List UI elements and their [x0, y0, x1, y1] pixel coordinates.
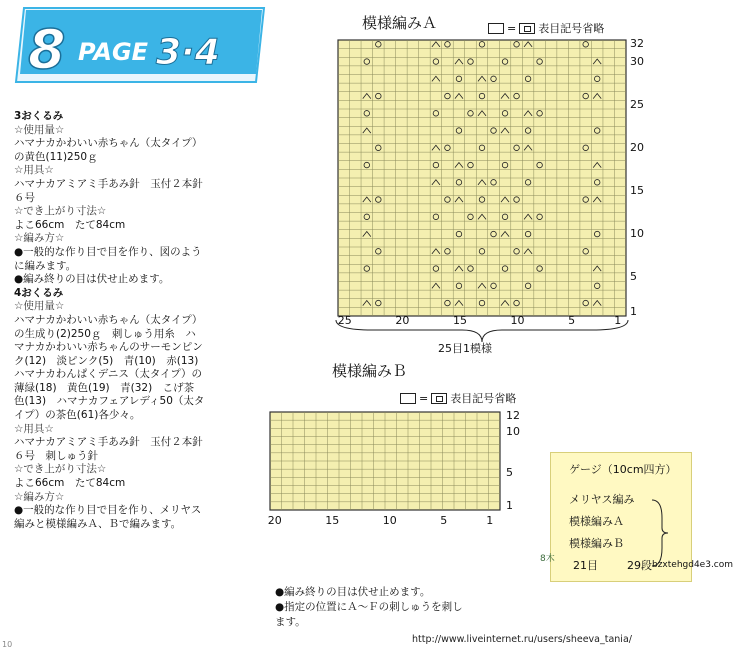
badge-number: 8: [28, 18, 66, 81]
chart-b-y-axis: [504, 409, 526, 516]
watermark-text: bzxtehgd4e3.com: [652, 560, 733, 570]
gauge-stitches: 21目: [573, 559, 598, 572]
chart-a-grid: [338, 40, 628, 318]
purl-symbol-icon: [488, 23, 504, 34]
instruction-line: 編みと模様編みＡ、Ｂで編みます。: [14, 517, 182, 530]
instruction-line: ６号 刺しゅう針: [14, 449, 98, 462]
chart-b-grid: [270, 412, 502, 512]
chart-a-legend: = 表目記号省略: [488, 20, 604, 36]
instruction-line: の黄色(11)250ｇ: [14, 150, 98, 163]
badge-page-word: PAGE: [78, 38, 149, 66]
instruction-line: ☆用具☆: [14, 164, 54, 177]
axis-tick-label: 25: [630, 97, 644, 111]
knit-symbol-icon: [519, 23, 535, 34]
instruction-line: ☆編み方☆: [14, 232, 65, 245]
axis-tick-label: 5: [440, 514, 448, 527]
axis-tick-label: 32: [630, 37, 644, 51]
site-logo: 8木: [540, 554, 555, 564]
axis-tick-label: 5: [568, 314, 576, 327]
instruction-line: ☆用具☆: [14, 422, 54, 435]
axis-tick-label: 10: [510, 314, 525, 327]
instruction-line: 薄緑(18) 黄色(19) 青(32) こげ茶: [14, 381, 195, 394]
axis-tick-label: 20: [395, 314, 410, 327]
gauge-bracket: [650, 498, 670, 568]
chart-b-x-axis: [262, 514, 512, 530]
chart-b-legend: = 表目記号省略: [400, 390, 516, 406]
gauge-line-3: 模様編みＢ: [569, 537, 624, 550]
chart-b-legend-text: 表目記号省略: [450, 392, 517, 405]
instruction-line: 3おくるみ: [14, 110, 64, 122]
notes: [275, 585, 463, 630]
instruction-line: ６号: [14, 191, 35, 204]
instruction-line: ☆使用量☆: [14, 123, 65, 136]
page-badge: [14, 6, 264, 84]
axis-tick-label: 20: [630, 140, 644, 154]
instruction-line: イプ）の茶色(61)各少々。: [14, 409, 141, 422]
gauge-line-1: メリヤス編み: [569, 493, 635, 506]
axis-tick-label: 1: [614, 314, 622, 327]
axis-tick-label: 1: [506, 498, 513, 512]
instruction-line: ●一般的な作り目で目を作り、メリヤス: [14, 504, 202, 517]
axis-tick-label: 5: [506, 466, 513, 480]
axis-tick-label: 1: [630, 304, 637, 318]
instruction-line: ハマナカわんぱくデニス（太タイプ）の: [14, 368, 202, 381]
gauge-rows: 29段: [627, 559, 652, 572]
axis-tick-label: 10: [630, 227, 644, 241]
instruction-line: に編みます。: [14, 259, 77, 272]
instructions-column: [14, 110, 284, 531]
axis-tick-label: 12: [506, 409, 520, 423]
purl-symbol-icon: [400, 393, 416, 404]
chart-a-repeat-label: 25目1模様: [438, 342, 492, 355]
instruction-line: ク(12) 淡ピンク(5) 青(10) 赤(13): [14, 354, 199, 367]
instruction-line: ハマナカかわいい赤ちゃん（太タイプ）: [14, 313, 203, 326]
page-number: 10: [2, 640, 13, 649]
instruction-line: ハマナカアミアミ手あみ針 玉付２本針: [14, 436, 203, 449]
gauge-title: ゲージ（10cm四方）: [569, 463, 677, 476]
axis-tick-label: 10: [506, 425, 520, 439]
instruction-line: マナカかわいい赤ちゃんのサーモンピン: [14, 341, 203, 354]
instruction-line: ☆でき上がり寸法☆: [14, 205, 107, 218]
instruction-line: 色(13) ハマナカフェアレディ50（太タ: [14, 395, 205, 408]
instruction-line: ●編み終りの目は伏せ止めます。: [14, 273, 170, 286]
note-line: ●指定の位置にＡ～Ｆの刺しゅうを刺し: [275, 601, 463, 613]
chart-b-title: 模様編みＢ: [332, 362, 408, 380]
chart-a-legend-text: 表目記号省略: [538, 22, 605, 35]
axis-tick-label: 10: [382, 514, 397, 527]
axis-tick-label: 5: [630, 270, 637, 284]
instruction-line: よこ66cm たて84cm: [14, 477, 126, 490]
axis-tick-label: 15: [630, 183, 644, 197]
instruction-line: ハマナカアミアミ手あみ針 玉付２本針: [14, 177, 203, 190]
instruction-line: よこ66cm たて84cm: [14, 218, 126, 231]
instruction-line: ☆でき上がり寸法☆: [14, 463, 107, 476]
instruction-line: ☆使用量☆: [14, 300, 65, 313]
instruction-line: ハマナカかわいい赤ちゃん（太タイプ）: [14, 137, 203, 150]
knit-symbol-icon: [431, 393, 447, 404]
badge-pages: 3·4: [156, 32, 220, 73]
chart-a-title: 模様編みＡ: [362, 14, 438, 32]
instruction-line: 4おくるみ: [14, 286, 64, 299]
instruction-line: ☆編み方☆: [14, 490, 65, 503]
chart-a-y-axis: [628, 37, 650, 320]
instruction-line: の生成り(2)250ｇ 刺しゅう用糸 ハ: [14, 327, 196, 340]
note-line: ●編み終りの目は伏せ止めます。: [275, 586, 431, 598]
axis-tick-label: 20: [267, 514, 282, 527]
axis-tick-label: 15: [325, 514, 340, 527]
instruction-line: ●一般的な作り目で目を作り、図のよう: [14, 245, 202, 258]
axis-tick-label: 1: [486, 514, 494, 527]
axis-tick-label: 25: [337, 314, 352, 327]
source-url[interactable]: http://www.liveinternet.ru/users/sheeva_tania/: [412, 634, 632, 645]
note-line: ます。: [275, 616, 306, 628]
axis-tick-label: 30: [630, 54, 644, 68]
axis-tick-label: 15: [452, 314, 467, 327]
gauge-line-2: 模様編みＡ: [569, 515, 624, 528]
